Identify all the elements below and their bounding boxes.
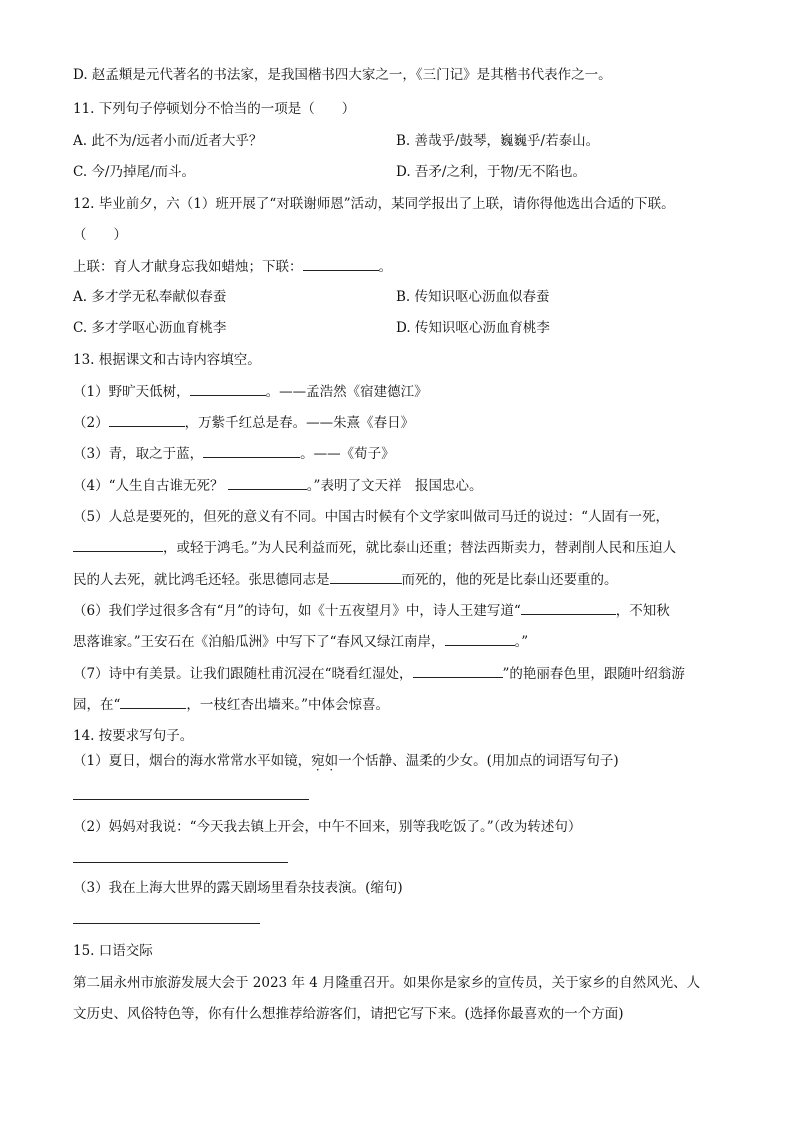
q12-paren <box>73 226 734 244</box>
q13-i5-line3-post: 而死的，他的死是比泰山还要重的。 <box>401 572 618 588</box>
q10-option-d <box>73 66 734 84</box>
q11-option-b: B. 善哉乎/鼓琴，巍巍乎/若泰山。 <box>396 133 600 149</box>
q13-i3-post: 。——《荀子》 <box>300 446 395 462</box>
q12-options-row2 <box>73 319 734 337</box>
q12-option-c: C. 多才学呕心沥血育桃李 <box>73 320 227 336</box>
q12-option-b: B. 传知识呕心沥血似春蚕 <box>396 289 550 305</box>
q13-i5-line1: （5）人总是要死的，但死的意义有不同。中国古时候有个文学家叫做司马迁的说过：“人固有一死， <box>73 509 669 525</box>
q12-options-row1 <box>73 288 734 306</box>
q13-item-5-line2 <box>73 539 734 557</box>
q14-stem <box>73 727 734 745</box>
q13-item-5-line1 <box>73 508 734 526</box>
q13-i7-line2-post: ，一枝红杏出墙来。”中体会惊喜。 <box>186 697 390 713</box>
q13-item-7-line1 <box>73 665 734 683</box>
q15-stem <box>73 942 734 960</box>
q13-i6-line2-post: 。” <box>514 634 529 650</box>
q13-i5-line2-post: ，或轻于鸿毛。”为人民利益而死，就比泰山还重；替法西斯卖力，替剥削人民和压迫人 <box>163 540 677 556</box>
q13-i6-line1-post: ，不知秋 <box>615 603 670 619</box>
q14-s3-text: （3）我在上海大世界的露天剧场里看杂技表演。(缩句) <box>73 880 403 896</box>
q12-option-a: A. 多才学无私奉献似春蚕 <box>73 289 227 305</box>
q14-s1-dotted-char-2: 如 <box>324 753 339 769</box>
q13-item-6-line2 <box>73 633 734 651</box>
q13-item-2 <box>73 414 734 432</box>
q13-i1-post: 。——孟浩然《宿建德江》 <box>265 384 428 400</box>
q14-s1-post: 一个恬静、温柔的少女。(用加点的词语写句子) <box>338 753 619 769</box>
q13-i5-line3-pre: 民的人去死，就比鸿毛还轻。张思德同志是 <box>73 572 330 588</box>
q13-i1-pre: （1）野旷天低树， <box>73 384 190 400</box>
q12-option-d: D. 传知识呕心沥血育桃李 <box>396 320 550 336</box>
q13-i4-blank[interactable] <box>228 477 307 490</box>
q15-line-2 <box>73 1005 734 1023</box>
q12-stem <box>73 195 734 213</box>
q12-blank[interactable] <box>303 258 379 271</box>
q13-i7-line2-pre: 园，在“ <box>73 697 121 713</box>
q11-options-row2 <box>73 163 734 181</box>
q13-item-1 <box>73 383 734 401</box>
q14-s1-pre: （1）夏日，烟台的海水常常水平如镜， <box>73 753 312 769</box>
q13-i3-pre: （3）青，取之于蓝， <box>73 446 204 462</box>
q13-i6-line1-pre: （6）我们学过很多含有“月”的诗句，如《十五夜望月》中，诗人王建写道“ <box>73 603 521 619</box>
q12-upper-couplet <box>73 258 734 276</box>
q13-i1-blank[interactable] <box>190 383 266 396</box>
q15-line1-text: 第二届永州市旅游发展大会于 2023 年 4 月隆重召开。如果你是家乡的宣传员，关于家乡的自然风光、人 <box>73 975 701 991</box>
q14-s2-text: （2）妈妈对我说：“今天我去镇上开会，中午不回来，别等我吃饭了。”（改为转述句） <box>73 819 582 835</box>
q13-i4-pre: （4）“人生自古谁无死？ <box>73 478 228 494</box>
q14-answer-line-1[interactable] <box>73 799 309 800</box>
q13-i7-line1-pre: （7）诗中有美景。让我们跟随杜甫沉浸在“晓看红湿处， <box>73 666 413 682</box>
q13-i2-blank[interactable] <box>109 414 185 427</box>
q13-item-6-line1 <box>73 602 734 620</box>
q14-sentence-3 <box>73 879 734 897</box>
q13-i6-blank-2[interactable] <box>445 633 515 646</box>
q11-stem <box>73 100 734 118</box>
q11-stem-text: 11. 下列句子停顿划分不恰当的一项是（ ） <box>73 101 356 117</box>
q13-i5-blank-1[interactable] <box>73 539 163 552</box>
q10-option-d-text: D. 赵孟頫是元代著名的书法家，是我国楷书四大家之一，《三门记》是其楷书代表作之一。 <box>73 67 612 83</box>
q15-stem-text: 15. 口语交际 <box>73 943 153 959</box>
q13-item-3 <box>73 445 734 463</box>
q12-upper-pre: 上联：育人才献身忘我如蜡烛；下联： <box>73 259 303 275</box>
q11-options-row1 <box>73 132 734 150</box>
q15-line-1 <box>73 974 734 992</box>
q11-option-a: A. 此不为/远者小而/近者大乎？ <box>73 133 263 149</box>
q14-s1-dotted-char-1: 宛 <box>311 753 325 769</box>
q14-sentence-1 <box>73 752 734 770</box>
q14-answer-line-3[interactable] <box>73 923 260 924</box>
q13-i6-line2-pre: 思落谁家。”王安石在《泊船瓜洲》中写下了“春风又绿江南岸， <box>73 634 445 650</box>
q15-line2-text: 文历史、风俗特色等，你有什么想推荐给游客们，请把它写下来。(选择你最喜欢的一个方面) <box>73 1006 624 1022</box>
q12-upper-post: 。 <box>378 259 392 275</box>
q13-i4-post: 。”表明了文天祥 报国忠心。 <box>306 478 483 494</box>
q13-i6-blank-1[interactable] <box>521 602 616 615</box>
q13-i2-post: ，万紫千红总是春。——朱熹《春日》 <box>184 415 415 431</box>
q11-option-c: C. 今/乃掉尾/而斗。 <box>73 164 196 180</box>
q13-i2-pre: （2） <box>73 415 109 431</box>
q12-stem-text: 12. 毕业前夕，六（1）班开展了“对联谢师恩”活动，某同学报出了上联，请你得他选出合适的下联。 <box>73 196 675 212</box>
q13-item-4 <box>73 477 734 495</box>
q13-stem <box>73 351 734 369</box>
q13-item-5-line3 <box>73 571 734 589</box>
q12-paren-text: （ ） <box>73 227 127 243</box>
q13-i7-line1-post: ”的艳丽春色里，跟随叶绍翁游 <box>502 666 685 682</box>
q13-item-7-line2 <box>73 696 734 714</box>
q13-stem-text: 13. 根据课文和古诗内容填空。 <box>73 352 261 368</box>
q13-i3-blank[interactable] <box>203 445 300 458</box>
q13-i7-blank-1[interactable] <box>413 665 503 678</box>
q14-sentence-2 <box>73 818 734 836</box>
q13-i7-blank-2[interactable] <box>120 696 186 709</box>
q13-i5-blank-2[interactable] <box>330 571 402 584</box>
q14-stem-text: 14. 按要求写句子。 <box>73 728 194 744</box>
q11-option-d: D. 吾矛/之利，于物/无不陷也。 <box>396 164 587 180</box>
q14-answer-line-2[interactable] <box>73 862 288 863</box>
